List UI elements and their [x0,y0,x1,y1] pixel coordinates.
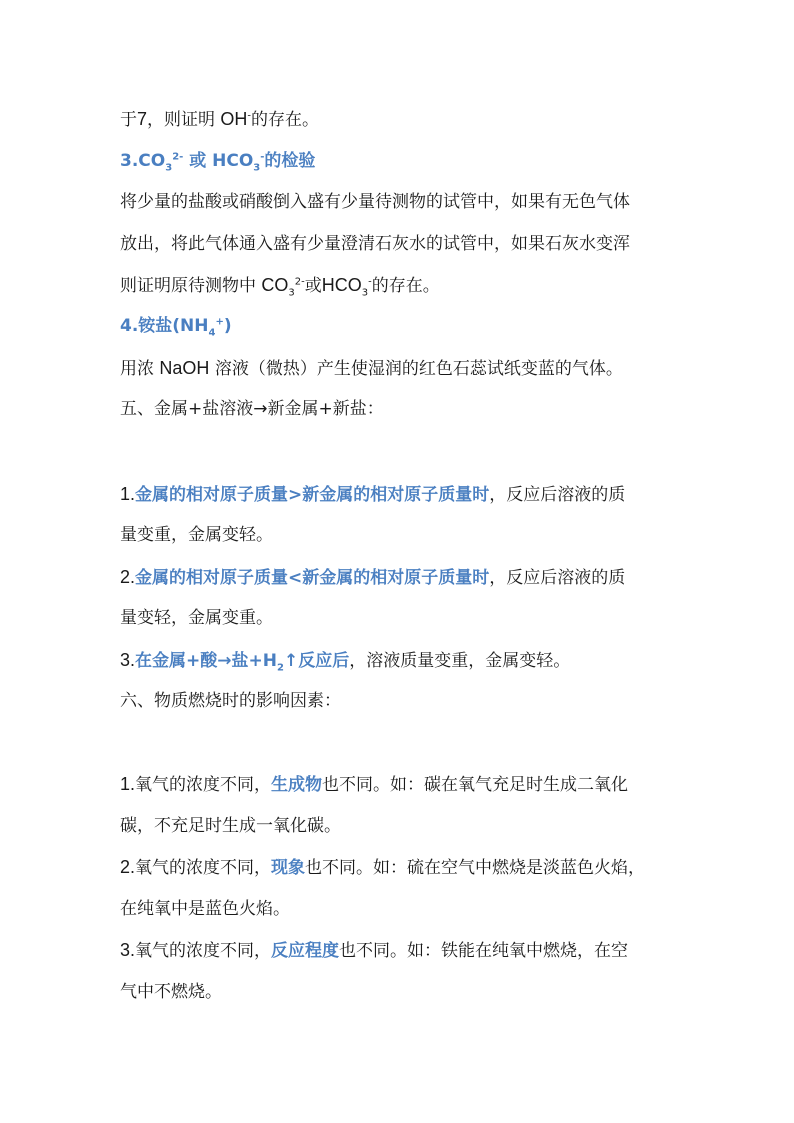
list-item-cont: 气中不燃烧。 [120,982,222,1002]
list-item: 3.在金属+酸→盐$+H_2↑$反应后，溶液质量变重，金属变轻。 [120,650,571,674]
list-item-cont: 碳，不充足时生成一氧化碳。 [120,816,341,836]
section-heading-5: 五、金属+盐溶液→新金属+新盐： [120,399,384,419]
list-item-cont: 量变重，金属变轻。 [120,525,273,545]
paragraph-line: 将少量的盐酸或硝酸倒入盛有少量待测物的试管中，如果有无色气体 [120,192,630,212]
list-item-cont: 在纯氧中是蓝色火焰。 [120,899,290,919]
list-item: 1.金属的相对原子质量>新金属的相对原子质量时，反应后溶液的质 [120,484,626,505]
list-item: 3.氧气的浓度不同，反应程度也不同。如：铁能在纯氧中燃烧，在空 [120,940,629,961]
line-oh-conclusion: 于7，则证明 OH-的存在。 [120,109,320,130]
list-item-cont: 量变轻，金属变重。 [120,608,273,628]
heading-carbonate-test: $3.CO_3^{2-}$ 或 $HCO_3^-$的检验 [120,151,316,174]
paragraph-line: 用浓 NaOH 溶液（微热）产生使湿润的红色石蕊试纸变蓝的气体。 [120,358,623,379]
heading-ammonium: 4.铵盐$(NH_4^+)$ [120,316,232,339]
paragraph-line: 则证明原待测物中 $CO_3^{2-}$或$HCO_3^-$的存在。 [120,275,440,299]
list-item: 2.氧气的浓度不同，现象也不同。如：硫在空气中燃烧是淡蓝色火焰， [120,857,646,878]
section-heading-6: 六、物质燃烧时的影响因素： [120,691,341,711]
paragraph-line: 放出，将此气体通入盛有少量澄清石灰水的试管中，如果石灰水变浑 [120,234,630,254]
list-item: 2.金属的相对原子质量<新金属的相对原子质量时，反应后溶液的质 [120,567,626,588]
list-item: 1.氧气的浓度不同，生成物也不同。如：碳在氧气充足时生成二氧化 [120,774,629,795]
